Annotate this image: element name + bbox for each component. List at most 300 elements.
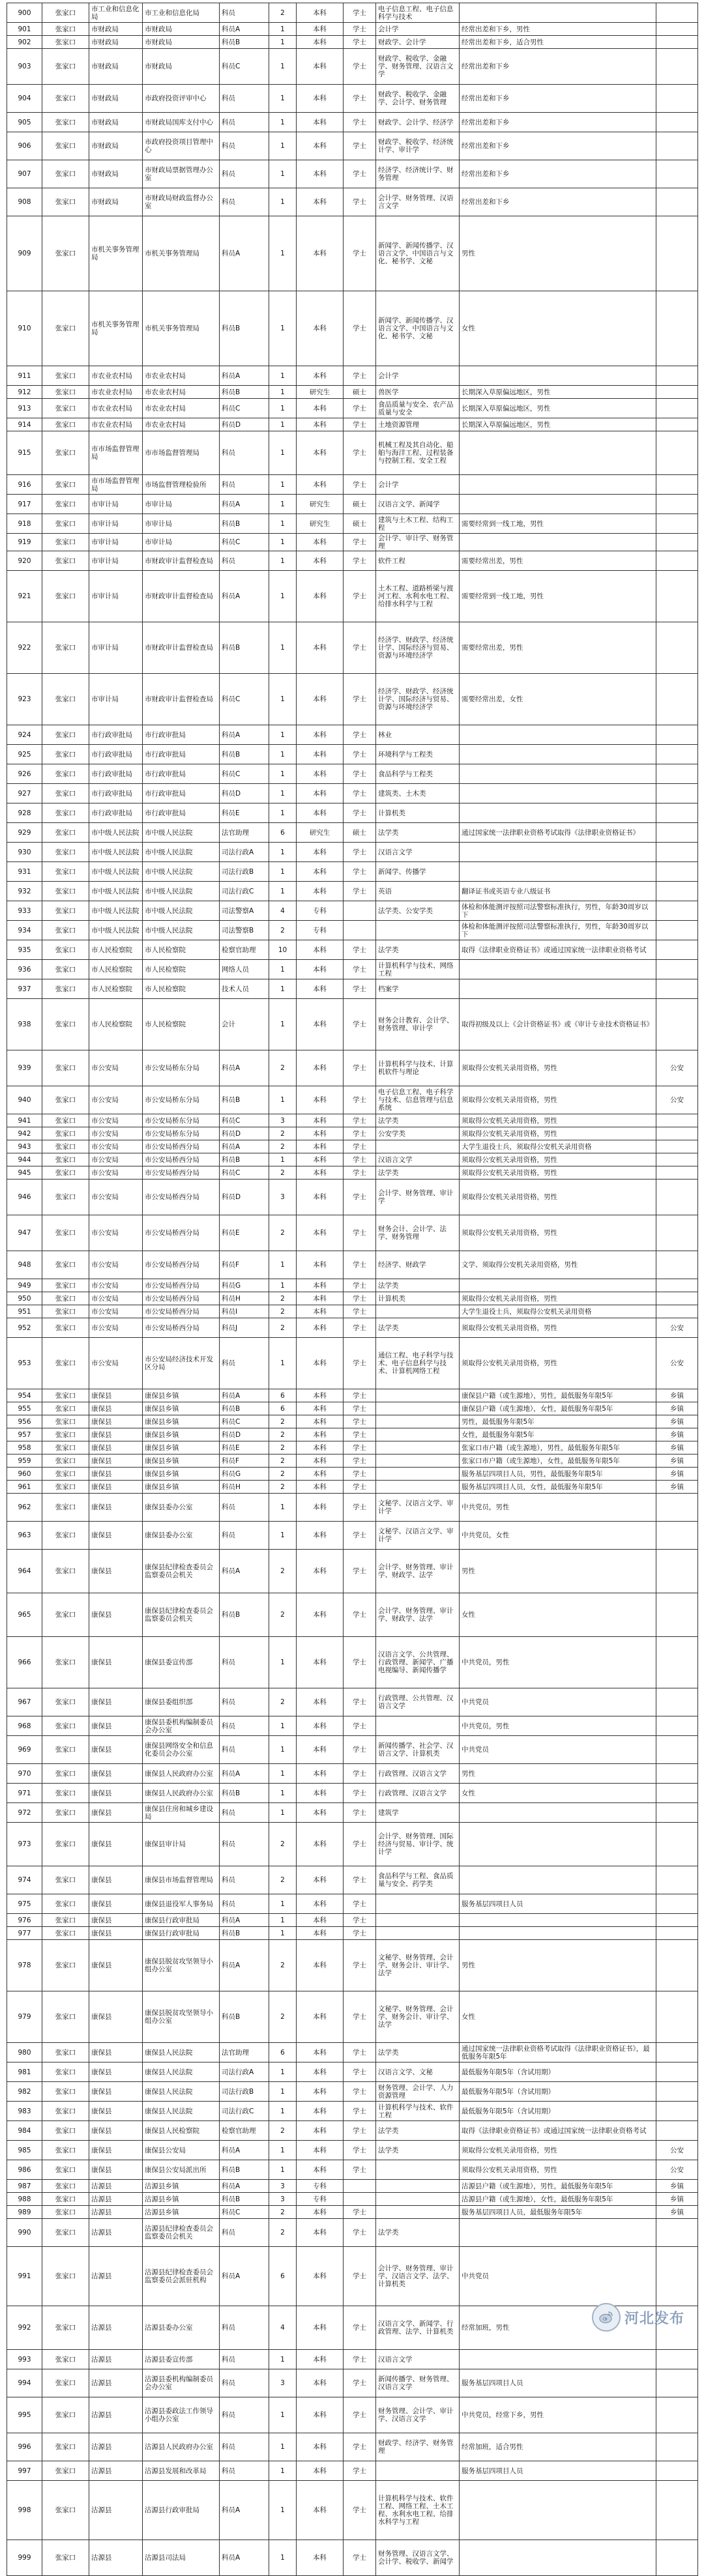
cell-position-type [656, 1114, 698, 1127]
cell-position-type [656, 803, 698, 823]
table-row [7, 1637, 698, 1688]
cell-serial-number: 981 [7, 2062, 42, 2082]
cell-employer: 市审计局 [89, 514, 143, 534]
cell-major: 法学类 [376, 1166, 460, 1179]
cell-serial-number: 940 [7, 1086, 42, 1114]
cell-major: 会计学 [376, 366, 460, 386]
cell-city: 张家口 [42, 188, 89, 216]
cell-department: 市中级人民法院 [143, 882, 220, 901]
cell-headcount: 2 [269, 1823, 297, 1866]
cell-employer: 沽源县 [89, 2193, 143, 2206]
cell-education: 本科 [297, 960, 344, 979]
cell-city: 张家口 [42, 823, 89, 843]
cell-other-requirements: 须取得公安机关录用资格，男性 [460, 1166, 656, 1179]
cell-department: 市中级人民法院 [143, 843, 220, 862]
cell-serial-number: 970 [7, 1764, 42, 1784]
cell-major: 新闻学、新闻传播学、汉语言文学、中国语言与文化、秘书学、文秘 [376, 291, 460, 366]
cell-department: 沽源县乡镇 [143, 2193, 220, 2206]
cell-major: 兽医学 [376, 386, 460, 399]
cell-degree: 学士 [344, 622, 376, 674]
cell-major: 法学类 [376, 1279, 460, 1292]
cell-department: 市人民检察院 [143, 940, 220, 960]
cell-department: 康保县乡镇 [143, 1402, 220, 1415]
cell-headcount: 1 [269, 571, 297, 622]
cell-employer: 市公安局 [89, 1338, 143, 1389]
cell-serial-number: 957 [7, 1428, 42, 1441]
cell-other-requirements: 经常出差和下乡，男性 [460, 23, 656, 36]
cell-other-requirements: 取得《法律职业资格证书》或通过国家统一法律职业资格考试 [460, 940, 656, 960]
cell-position: 科员D [220, 784, 269, 803]
cell-major: 会计学、财务管理、审计学、汉语言文学、法学、计算机类 [376, 2247, 460, 2306]
cell-position: 科员D [220, 1179, 269, 1215]
cell-degree: 学士 [344, 1292, 376, 1305]
cell-department: 市公安局桥东分局 [143, 1050, 220, 1086]
cell-major: 财政学、税收学、金融学、会计学、财务管理 [376, 85, 460, 113]
cell-serial-number: 907 [7, 160, 42, 188]
cell-other-requirements [460, 960, 656, 979]
cell-serial-number: 949 [7, 1279, 42, 1292]
cell-headcount: 1 [269, 960, 297, 979]
cell-serial-number: 999 [7, 2540, 42, 2576]
cell-position: 科员 [220, 1716, 269, 1736]
cell-major: 财务管理、会计学、审计学、汉语言文学 [376, 2397, 460, 2433]
cell-city: 张家口 [42, 2540, 89, 2576]
cell-degree: 硕士 [344, 823, 376, 843]
cell-education: 本科 [297, 1468, 344, 1481]
cell-education: 本科 [297, 23, 344, 36]
cell-position: 科员 [220, 1522, 269, 1550]
cell-position-type [656, 1927, 698, 1940]
cell-city: 张家口 [42, 1415, 89, 1428]
cell-serial-number: 914 [7, 418, 42, 431]
cell-city: 张家口 [42, 882, 89, 901]
cell-position-type [656, 571, 698, 622]
cell-city: 张家口 [42, 49, 89, 85]
cell-position-type [656, 1803, 698, 1823]
cell-other-requirements: 须取得公安机关录用资格，男性 [460, 1338, 656, 1389]
cell-position: 科员B [220, 2193, 269, 2206]
table-row [7, 1803, 698, 1823]
cell-employer: 市审计局 [89, 674, 143, 725]
cell-other-requirements: 须取得公安机关录用资格，男性 [460, 1114, 656, 1127]
cell-degree: 学士 [344, 2043, 376, 2062]
table-row [7, 1716, 698, 1736]
cell-education: 本科 [297, 1415, 344, 1428]
cell-headcount: 1 [269, 674, 297, 725]
cell-education: 本科 [297, 1823, 344, 1866]
cell-headcount: 2 [269, 1292, 297, 1305]
cell-city: 张家口 [42, 1688, 89, 1716]
cell-major: 财政学、经济学、财务管理 [376, 2433, 460, 2461]
cell-major: 法学类 [376, 2043, 460, 2062]
cell-education: 本科 [297, 2540, 344, 2576]
cell-other-requirements: 张家口市户籍（或生源地），男性，最低服务年限5年 [460, 1441, 656, 1454]
cell-education: 研究生 [297, 514, 344, 534]
cell-headcount: 1 [269, 1803, 297, 1823]
cell-position: 科员J [220, 1318, 269, 1338]
cell-city: 张家口 [42, 803, 89, 823]
cell-department: 康保县人民法院 [143, 2043, 220, 2062]
table-row [7, 1127, 698, 1140]
table-row [7, 1468, 698, 1481]
cell-education: 研究生 [297, 823, 344, 843]
cell-department: 康保县脱贫攻坚领导小组办公室 [143, 1940, 220, 1991]
cell-position: 科员 [220, 85, 269, 113]
cell-department: 沽源县乡镇 [143, 2180, 220, 2193]
cell-employer: 康保县 [89, 1991, 143, 2043]
cell-serial-number: 906 [7, 132, 42, 160]
cell-major: 财务会计、会计学、法学、财务管理 [376, 1215, 460, 1251]
cell-city: 张家口 [42, 1716, 89, 1736]
cell-headcount: 2 [269, 2219, 297, 2247]
cell-headcount: 2 [269, 1441, 297, 1454]
cell-position: 科员A [220, 366, 269, 386]
cell-department: 康保县乡镇 [143, 1454, 220, 1468]
cell-city: 张家口 [42, 674, 89, 725]
cell-department: 康保县公安局 [143, 2141, 220, 2160]
cell-education: 本科 [297, 160, 344, 188]
cell-serial-number: 973 [7, 1823, 42, 1866]
cell-position: 科员 [220, 1494, 269, 1522]
cell-major: 汉语言文学 [376, 1153, 460, 1166]
cell-other-requirements: 需要经常到一线工地，男性 [460, 571, 656, 622]
cell-other-requirements: 翻译证书或英语专业八级证书 [460, 882, 656, 901]
table-row [7, 85, 698, 113]
cell-other-requirements: 大学生退役士兵，须取得公安机关录用资格 [460, 1305, 656, 1318]
table-row [7, 1050, 698, 1086]
cell-department: 市场监督管理检验所 [143, 475, 220, 495]
cell-degree: 学士 [344, 1736, 376, 1764]
cell-major: 行政管理、汉语言文学 [376, 1764, 460, 1784]
cell-degree: 学士 [344, 1894, 376, 1914]
cell-department: 康保县公安局派出所 [143, 2160, 220, 2180]
cell-position: 科员B [220, 622, 269, 674]
cell-other-requirements [460, 2540, 656, 2576]
cell-major [376, 1140, 460, 1153]
cell-major: 会计学、审计学、财务管理 [376, 534, 460, 551]
cell-serial-number: 963 [7, 1522, 42, 1550]
cell-education: 本科 [297, 1140, 344, 1153]
cell-position: 科员A [220, 725, 269, 745]
cell-education: 本科 [297, 3, 344, 23]
cell-other-requirements: 长期深入草原偏远地区，男性 [460, 418, 656, 431]
cell-other-requirements: 经常出差和下乡 [460, 188, 656, 216]
cell-degree: 学士 [344, 1940, 376, 1991]
watermark-text: 河北发布 [624, 2310, 684, 2327]
cell-employer: 市公安局 [89, 1127, 143, 1140]
cell-city: 张家口 [42, 979, 89, 999]
table-row [7, 2397, 698, 2433]
cell-city: 张家口 [42, 745, 89, 764]
cell-headcount: 2 [269, 2206, 297, 2219]
cell-department: 康保县人民法院 [143, 2102, 220, 2121]
cell-department: 沽源县行政审批局 [143, 2481, 220, 2540]
cell-city: 张家口 [42, 2160, 89, 2180]
cell-major: 财政学、税收学、金融学、财务管理、汉语言文学 [376, 49, 460, 85]
table-row [7, 1550, 698, 1593]
cell-major [376, 1716, 460, 1736]
table-row [7, 979, 698, 999]
cell-degree: 学士 [344, 1179, 376, 1215]
cell-employer: 市审计局 [89, 622, 143, 674]
cell-education: 本科 [297, 475, 344, 495]
cell-city: 张家口 [42, 2141, 89, 2160]
cell-headcount: 2 [269, 1415, 297, 1428]
cell-other-requirements [460, 366, 656, 386]
cell-serial-number: 955 [7, 1402, 42, 1415]
cell-other-requirements: 须取得公安机关录用资格，男性 [460, 1292, 656, 1305]
table-row [7, 1389, 698, 1402]
cell-position: 科员 [220, 2306, 269, 2350]
cell-other-requirements: 需要经常出差，男性 [460, 622, 656, 674]
cell-major: 汉语言文学、新闻学、行政管理、法学、计算机类 [376, 2306, 460, 2350]
cell-employer: 康保县 [89, 1550, 143, 1593]
cell-degree: 学士 [344, 803, 376, 823]
cell-headcount: 1 [269, 216, 297, 291]
cell-position: 科员 [220, 1894, 269, 1914]
cell-serial-number: 946 [7, 1179, 42, 1215]
cell-employer: 康保县 [89, 1481, 143, 1494]
cell-headcount: 2 [269, 1140, 297, 1153]
cell-city: 张家口 [42, 495, 89, 514]
cell-city: 张家口 [42, 1127, 89, 1140]
cell-headcount: 10 [269, 940, 297, 960]
cell-degree: 学士 [344, 85, 376, 113]
cell-education: 本科 [297, 1454, 344, 1468]
cell-major [376, 1454, 460, 1468]
cell-department: 市政府投资项目管理中心 [143, 132, 220, 160]
cell-degree: 学士 [344, 132, 376, 160]
cell-serial-number: 964 [7, 1550, 42, 1593]
cell-other-requirements [460, 784, 656, 803]
cell-education: 本科 [297, 1736, 344, 1764]
cell-employer: 沽源县 [89, 2540, 143, 2576]
table-row [7, 622, 698, 674]
table-row [7, 1215, 698, 1251]
cell-major [376, 2180, 460, 2193]
cell-education: 本科 [297, 1637, 344, 1688]
cell-major: 土木工程、道路桥梁与渡河工程、水利水电工程、给排水科学与工程 [376, 571, 460, 622]
cell-major: 法学类 [376, 823, 460, 843]
cell-degree: 学士 [344, 1318, 376, 1338]
cell-position-type: 乡镇 [656, 1402, 698, 1415]
table-row [7, 1991, 698, 2043]
cell-serial-number: 913 [7, 399, 42, 418]
cell-degree: 学士 [344, 764, 376, 784]
cell-department: 市农业农村局 [143, 386, 220, 399]
cell-department: 康保县委宣传部 [143, 1637, 220, 1688]
cell-employer: 市中级人民法院 [89, 843, 143, 862]
cell-position: 科员C [220, 1166, 269, 1179]
cell-education: 本科 [297, 2461, 344, 2481]
table-body [7, 3, 698, 2576]
cell-position-type [656, 2540, 698, 2576]
table-row [7, 1823, 698, 1866]
cell-city: 张家口 [42, 1179, 89, 1215]
cell-position-type: 乡镇 [656, 1389, 698, 1402]
cell-education: 本科 [297, 1894, 344, 1914]
cell-other-requirements: 须取得公安机关录用资格，男性 [460, 1086, 656, 1114]
cell-city: 张家口 [42, 1140, 89, 1153]
table-row [7, 160, 698, 188]
cell-department: 康保县委办公室 [143, 1494, 220, 1522]
cell-employer: 沽源县 [89, 2180, 143, 2193]
cell-major: 通信工程、电子科学与技术、电子信息科学与技术、计算机网络工程 [376, 1338, 460, 1389]
table-row [7, 2043, 698, 2062]
cell-serial-number: 921 [7, 571, 42, 622]
cell-major: 会计学、财务管理、审计学 [376, 1179, 460, 1215]
cell-major: 法学类 [376, 940, 460, 960]
table-row [7, 1428, 698, 1441]
cell-employer: 市人民检察院 [89, 960, 143, 979]
cell-position: 科员 [220, 2397, 269, 2433]
cell-city: 张家口 [42, 2433, 89, 2461]
cell-position-type [656, 113, 698, 132]
weibo-logo-icon [592, 2303, 621, 2332]
cell-position: 科员A [220, 1550, 269, 1593]
cell-employer: 市中级人民法院 [89, 862, 143, 882]
cell-education: 本科 [297, 1866, 344, 1894]
cell-employer: 市中级人民法院 [89, 901, 143, 921]
cell-education: 专科 [297, 901, 344, 921]
cell-city: 张家口 [42, 514, 89, 534]
cell-employer: 康保县 [89, 2141, 143, 2160]
cell-employer: 市农业农村局 [89, 399, 143, 418]
cell-employer: 康保县 [89, 1494, 143, 1522]
cell-degree: 学士 [344, 1279, 376, 1292]
table-row [7, 764, 698, 784]
cell-city: 张家口 [42, 1454, 89, 1468]
cell-degree: 学士 [344, 1914, 376, 1927]
cell-degree [344, 2180, 376, 2193]
cell-department: 市公安局桥西分局 [143, 1251, 220, 1279]
cell-other-requirements [460, 862, 656, 882]
cell-serial-number: 941 [7, 1114, 42, 1127]
cell-city: 张家口 [42, 160, 89, 188]
cell-city: 张家口 [42, 534, 89, 551]
cell-serial-number: 986 [7, 2160, 42, 2180]
cell-degree: 学士 [344, 2247, 376, 2306]
table-row [7, 1593, 698, 1637]
cell-city: 张家口 [42, 725, 89, 745]
cell-department: 市公安局桥东分局 [143, 1127, 220, 1140]
cell-serial-number: 950 [7, 1292, 42, 1305]
cell-employer: 市行政审批局 [89, 725, 143, 745]
cell-employer: 康保县 [89, 2062, 143, 2082]
cell-headcount: 2 [269, 1866, 297, 1894]
cell-headcount: 2 [269, 1166, 297, 1179]
cell-department: 市审计局 [143, 495, 220, 514]
cell-city: 张家口 [42, 418, 89, 431]
cell-education: 本科 [297, 1494, 344, 1522]
cell-major: 电子信息工程、电子信息科学与技术 [376, 3, 460, 23]
table-row [7, 745, 698, 764]
cell-position: 科员B [220, 386, 269, 399]
cell-position: 科员 [220, 1688, 269, 1716]
cell-department: 市公安局桥西分局 [143, 1215, 220, 1251]
cell-other-requirements: 女性 [460, 1991, 656, 2043]
cell-employer: 沽源县 [89, 2206, 143, 2219]
cell-education: 本科 [297, 1179, 344, 1215]
cell-position-type [656, 882, 698, 901]
cell-position: 科员C [220, 1415, 269, 1428]
cell-major: 法学类 [376, 2121, 460, 2141]
cell-education: 本科 [297, 1716, 344, 1736]
cell-education: 本科 [297, 2160, 344, 2180]
cell-major: 会计学 [376, 23, 460, 36]
cell-position: 科员A [220, 2141, 269, 2160]
cell-education: 专科 [297, 2193, 344, 2206]
cell-department: 沽源县纪律检查委员会监察委员会派驻机构 [143, 2247, 220, 2306]
cell-employer: 市财政局 [89, 160, 143, 188]
cell-headcount: 1 [269, 418, 297, 431]
cell-position: 科员A [220, 1140, 269, 1153]
cell-city: 张家口 [42, 2306, 89, 2350]
cell-position: 科员H [220, 1292, 269, 1305]
cell-education: 本科 [297, 2043, 344, 2062]
cell-major [376, 1415, 460, 1428]
cell-other-requirements [460, 1927, 656, 1940]
cell-department: 市农业农村局 [143, 399, 220, 418]
cell-headcount: 1 [269, 1338, 297, 1389]
cell-degree: 学士 [344, 551, 376, 571]
table-row [7, 784, 698, 803]
cell-degree: 学士 [344, 1823, 376, 1866]
cell-other-requirements: 须取得公安机关录用资格，男性 [460, 1179, 656, 1215]
cell-employer: 沽源县 [89, 2433, 143, 2461]
cell-department: 市公安局桥西分局 [143, 1179, 220, 1215]
cell-position-type: 公安 [656, 1050, 698, 1086]
cell-headcount: 1 [269, 386, 297, 399]
cell-serial-number: 968 [7, 1716, 42, 1736]
cell-education: 本科 [297, 1050, 344, 1086]
cell-headcount: 2 [269, 1481, 297, 1494]
cell-position: 科员A [220, 2540, 269, 2576]
cell-department: 康保县人民法院 [143, 2082, 220, 2102]
cell-serial-number: 905 [7, 113, 42, 132]
cell-department: 市财政局 [143, 23, 220, 36]
cell-education: 本科 [297, 1251, 344, 1279]
cell-serial-number: 974 [7, 1866, 42, 1894]
cell-position: 司法行政B [220, 2082, 269, 2102]
cell-department: 沽源县乡镇 [143, 2206, 220, 2219]
cell-headcount: 1 [269, 291, 297, 366]
cell-degree: 学士 [344, 1389, 376, 1402]
cell-other-requirements [460, 764, 656, 784]
cell-education: 专科 [297, 2180, 344, 2193]
cell-position-type [656, 940, 698, 960]
cell-education: 本科 [297, 132, 344, 160]
table-row [7, 571, 698, 622]
cell-employer: 沽源县 [89, 2350, 143, 2369]
table-row [7, 674, 698, 725]
cell-major: 财政学、税收学、经济统计学、审计学 [376, 132, 460, 160]
cell-other-requirements: 最低服务年限5年（含试用期） [460, 2062, 656, 2082]
cell-position: 司法行政B [220, 862, 269, 882]
cell-department: 康保县乡镇 [143, 1389, 220, 1402]
table-row [7, 216, 698, 291]
cell-position-type [656, 495, 698, 514]
cell-degree: 学士 [344, 1481, 376, 1494]
cell-other-requirements: 须取得公安机关录用资格，男性 [460, 1127, 656, 1140]
cell-position: 科员B [220, 291, 269, 366]
cell-city: 张家口 [42, 291, 89, 366]
table-row [7, 475, 698, 495]
cell-employer: 市公安局 [89, 1318, 143, 1338]
cell-other-requirements: 需要经常出差，女性 [460, 674, 656, 725]
cell-other-requirements [460, 1803, 656, 1823]
cell-department: 市公安局桥西分局 [143, 1305, 220, 1318]
